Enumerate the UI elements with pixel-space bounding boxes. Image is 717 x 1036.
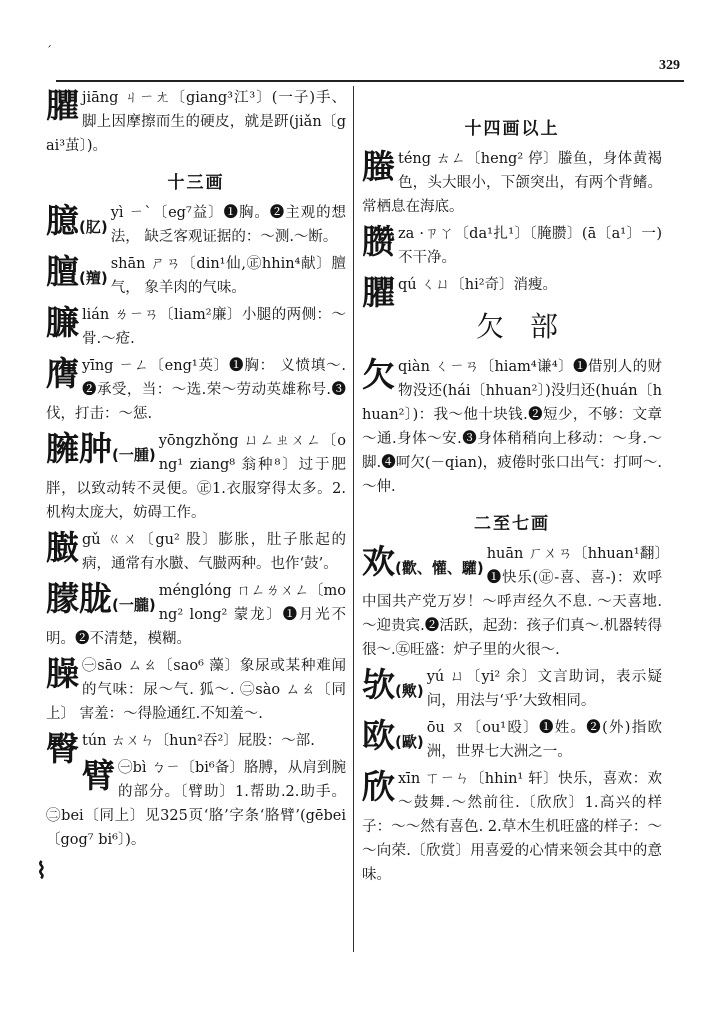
headword-text: 螣 <box>362 147 395 186</box>
entry-definition: tún ㄊㄨㄣ〔hun²吞²〕屁股：～部. <box>82 733 315 749</box>
headword-text: 欣 <box>362 767 395 806</box>
dictionary-entry <box>362 273 662 312</box>
entry-definition: xīn ㄒㄧㄣ〔hhin¹ 轩〕快乐，喜欢：欢～鼓舞.～然前往.〔欣欣〕1.高兴的样子：～～然有喜色. 2.草木生机旺盛的样子：～～向荣.〔欣赏〕用喜爱的心情来领会其中的意味。 <box>362 771 662 883</box>
entry-definition: jiāng ㄐㄧㄤ〔giang³江³〕(一子)手、脚上因摩擦而生的硬皮，就是趼(jiǎn〔gai³茧〕)。 <box>46 90 346 154</box>
dictionary-entry <box>362 147 662 219</box>
entry-definition: yì ㄧˋ〔eg⁷益〕❶胸。❷主观的想法， 缺乏客观证据的：～测.～断。 <box>110 205 346 245</box>
headword-text: 臊 <box>46 654 79 693</box>
section-heading: 十四画以上 <box>464 119 560 139</box>
entry-definition: yīng ㄧㄥ〔eng¹英〕❶胸： 义愤填～.❷承受，当：～选.荣～劳动英雄称号.❸伐，打击：～惩. <box>46 358 346 422</box>
headword-text: 臞 <box>46 86 79 125</box>
headword-variant: (歟) <box>395 682 424 700</box>
entry-definition: yōngzhǒng ㄩㄥㄓㄨㄥ〔ong¹ ziang⁸ 翁种⁸〕过于肥胖，以致动转不灵便。㊣1.衣服穿得太多。2.机构太庞大，妨碍工作。 <box>46 433 346 521</box>
dictionary-entry <box>46 729 346 768</box>
headword <box>46 654 79 694</box>
radical-heading: 欠部 <box>475 310 584 343</box>
column-divider <box>353 86 354 952</box>
dictionary-entry <box>46 429 346 525</box>
entry-definition: huān ㄏㄨㄢ〔hhuan¹翻〕❶快乐(㊣-喜、喜-)：欢呼中国共产党万岁！～呼声经久不息. ～天喜地. ～迎贵宾.❷活跃，起劲：孩子们真～.机器转得很～.㊄旺盛：炉子里的火很～. <box>362 546 662 658</box>
dictionary-entry <box>46 528 346 576</box>
entry-definition: lián ㄌㄧㄢ〔liam²廉〕小腿的两侧：～骨.～疮. <box>82 307 346 347</box>
left-column <box>46 86 346 855</box>
headword <box>46 579 156 625</box>
headword-text: 膻 <box>46 252 79 291</box>
headword-text: 臁 <box>46 303 79 342</box>
corner-mark: ˊ <box>46 44 52 58</box>
headword <box>46 252 108 298</box>
headword <box>362 767 395 807</box>
headword <box>362 542 484 588</box>
headword <box>46 429 156 475</box>
headword <box>362 665 424 711</box>
headword <box>362 273 395 313</box>
headword-text: 臜 <box>362 222 395 261</box>
headword <box>362 147 395 187</box>
headword <box>362 716 424 762</box>
entry-definition: ㊀sāo ㄙㄠ〔sao⁶ 藻〕象尿或某种难闻的气味：尿～气. 狐～. ㊁sào ㄙㄠ〔同上〕 害羞：～得脸通红.不知羞～. <box>46 658 346 722</box>
entry-definition: ㊀bì ㄅㄧ〔bi⁶备〕胳膊，从肩到腕的部分。〔臂助〕1.帮助.2.助手。 ㊁bei〔同上〕见325页‘胳’字条‘胳臂’(gēbei〔gog⁷ bi⁶〕)。 <box>46 760 346 848</box>
dictionary-entry <box>362 767 662 887</box>
entry-definition: za ·ㄗㄚ〔da¹扎¹〕〔腌臜〕(ā〔a¹〕一)不干净。 <box>398 226 662 266</box>
entry-definition: téng ㄊㄥ〔heng² 停〕螣鱼，身体黄褐色，头大眼小，下颌突出，有两个背鳍。常栖息在海底。 <box>362 151 662 215</box>
headword-text: 臆 <box>46 201 79 240</box>
dictionary-entry <box>362 542 662 662</box>
headword <box>362 222 395 262</box>
dictionary-entry <box>362 355 662 499</box>
entry-definition: shān ㄕㄢ〔din¹仙,㊣hhin⁴献〕膻气， 象羊肉的气味。 <box>110 256 346 296</box>
headword-variant: (肊) <box>79 218 108 236</box>
section-heading: 十三画 <box>167 173 225 193</box>
headword-text: 臀 <box>46 729 79 768</box>
headword <box>46 201 108 247</box>
page-number: 329 <box>659 58 680 73</box>
headword-variant: (一腫) <box>112 446 156 464</box>
entry-definition: qú ㄑㄩ〔hi²奇〕消瘦。 <box>398 277 558 293</box>
headword <box>82 756 115 796</box>
headword <box>362 355 395 395</box>
headword-text: 欤 <box>362 665 395 704</box>
dictionary-entry <box>46 252 346 300</box>
entry-definition: qiàn ㄑㄧㄢ〔hiam⁴谦⁴〕❶借别人的财物没还(hái〔hhuan²〕)没归还(huán〔hhuan²〕)：我～他十块钱.❷短少，不够：文章～通.身体～安.❸身体稍稍向上移动：～身.～脚.❹呵欠(－qian)，疲倦时张口出气：打呵～.～伸. <box>362 359 662 495</box>
entry-definition: ōu ㄡ〔ou¹殴〕❶姓。❷(外)指欧洲，世界七大洲之一。 <box>426 720 662 760</box>
headword <box>46 303 79 343</box>
entry-definition: ménglóng ㄇㄥㄌㄨㄥ〔mong² long² 蒙龙〕❶月光不明。❷不清楚，模糊。 <box>46 583 346 647</box>
headword-text: 臂 <box>82 756 115 795</box>
dictionary-entry <box>46 86 346 158</box>
headword-text: 欢 <box>362 542 395 581</box>
entry-definition: yú ㄩ〔yi² 余〕文言助词，表示疑问，用法与‘乎’大致相同。 <box>426 669 662 709</box>
headword <box>46 528 79 568</box>
dictionary-entry <box>46 201 346 249</box>
dictionary-entry <box>362 222 662 270</box>
headword <box>46 729 79 769</box>
dictionary-entry <box>362 716 662 764</box>
dictionary-entry <box>46 354 346 426</box>
headword-variant: (歡、懽、驩) <box>395 559 484 577</box>
headword-text: 臌 <box>46 528 79 567</box>
entry-definition: gǔ ㄍㄨ〔gu² 股〕膨胀，肚子胀起的病，通常有水臌、气臌两种。也作‘鼓’。 <box>82 532 346 572</box>
headword <box>46 86 79 126</box>
dictionary-entry <box>46 654 346 726</box>
dictionary-entry <box>46 579 346 651</box>
header-rule <box>56 80 684 82</box>
headword-text: 欠 <box>362 355 395 394</box>
dictionary-entry <box>46 303 346 351</box>
section-heading: 二至七画 <box>474 514 550 534</box>
margin-mark: ⌇ <box>36 858 47 884</box>
right-column <box>362 104 662 890</box>
dictionary-entry <box>46 756 346 852</box>
headword <box>46 354 79 394</box>
headword-text: 膺 <box>46 354 79 393</box>
headword-variant: (一朧) <box>112 596 156 614</box>
dictionary-entry <box>362 665 662 713</box>
headword-text: 欧 <box>362 716 395 755</box>
headword-variant: (歐) <box>395 733 424 751</box>
headword-text: 朦胧 <box>46 579 112 618</box>
headword-variant: (羶) <box>79 269 108 287</box>
headword-text: 臞 <box>362 273 395 312</box>
headword-text: 臃肿 <box>46 429 112 468</box>
